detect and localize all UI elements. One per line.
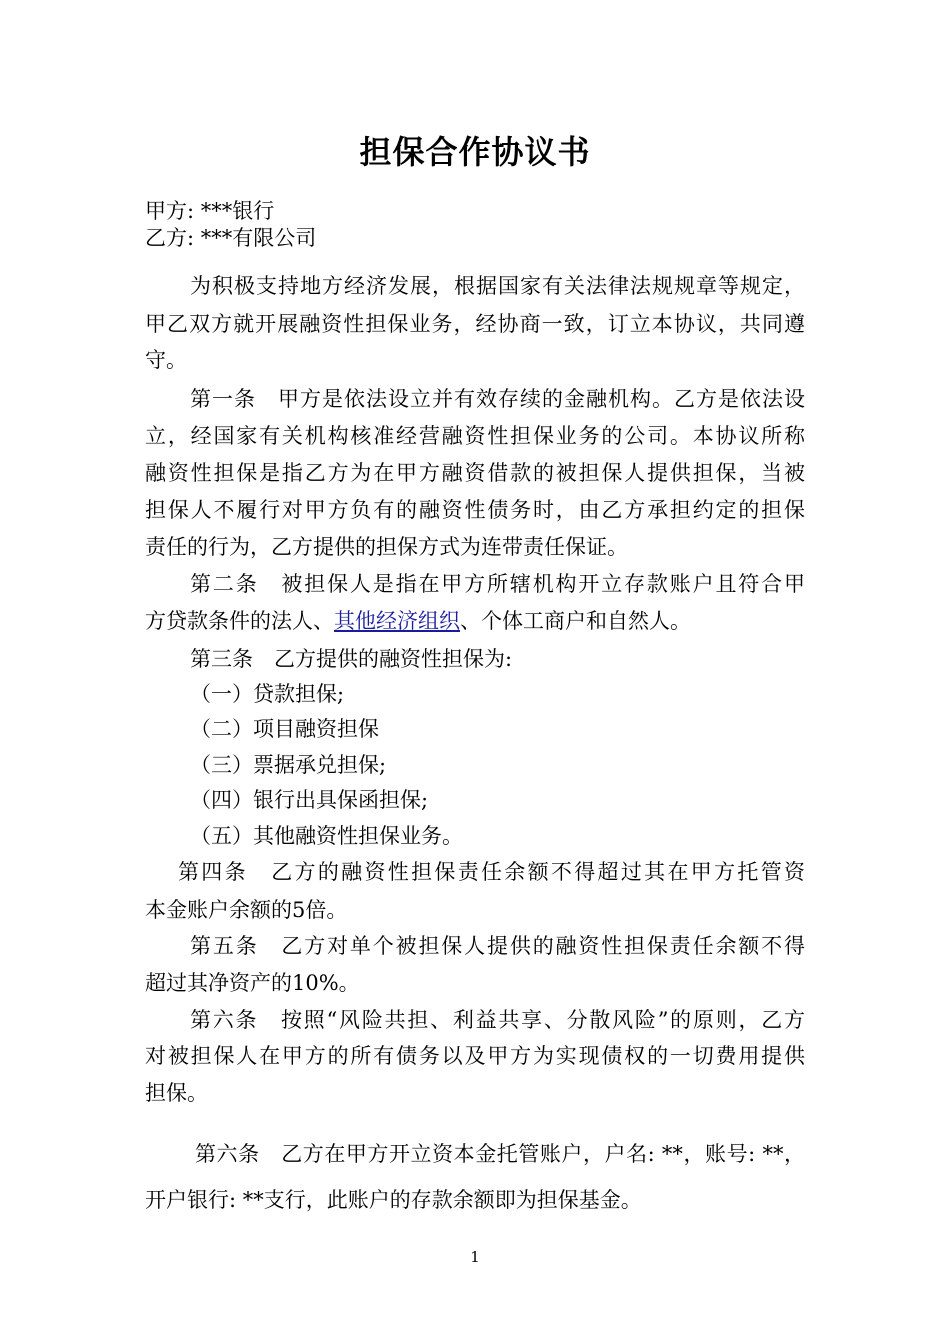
article-2-line	[145, 607, 691, 635]
article-6-line: 对被担保人在甲方的所有债务以及甲方为实现债权的一切费用提供	[145, 1044, 805, 1068]
article-3-item: （一）贷款担保;	[190, 682, 345, 706]
article-6b-line: 第六条 乙方在甲方开立资本金托管账户，户名: **，账号: **，	[195, 1142, 805, 1166]
article-3-item: （二）项目融资担保	[190, 717, 379, 741]
article-1-line: 责任的行为，乙方提供的担保方式为连带责任保证。	[145, 535, 628, 559]
article-3-item: （四）银行出具保函担保;	[190, 788, 429, 812]
article-6-line: 担保。	[145, 1081, 208, 1105]
article-3-item: （五）其他融资性担保业务。	[190, 824, 463, 848]
article-6b-line: 开户银行: **支行，此账户的存款余额即为担保基金。	[145, 1188, 642, 1212]
article-2-text: 、个体工商户和自然人。	[460, 609, 691, 633]
article-1-line: 第一条 甲方是依法设立并有效存续的金融机构。乙方是依法设	[190, 387, 805, 411]
article-4-line: 第四条 乙方的融资性担保责任余额不得超过其在甲方托管资	[178, 860, 805, 884]
article-5-line: 超过其净资产的10%。	[145, 971, 360, 995]
article-1-line: 融资性担保是指乙方为在甲方融资借款的被担保人提供担保，当被	[145, 461, 805, 485]
article-6-line: 第六条 按照“风险共担、利益共享、分散风险”的原则，乙方	[190, 1008, 805, 1032]
preamble-line: 守。	[145, 348, 187, 372]
page-number: 1	[470, 1248, 480, 1266]
preamble-line: 为积极支持地方经济发展，根据国家有关法律法规规章等规定，	[190, 274, 805, 298]
other-economic-organizations-link[interactable]: 其他经济组织	[334, 609, 460, 633]
article-3-intro: 第三条 乙方提供的融资性担保为:	[190, 647, 513, 671]
article-2-text: 方贷款条件的法人、	[145, 609, 334, 633]
preamble-line: 甲乙双方就开展融资性担保业务，经协商一致，订立本协议，共同遵	[145, 312, 805, 336]
article-5-line: 第五条 乙方对单个被担保人提供的融资性担保责任余额不得	[190, 934, 805, 958]
article-1-line: 担保人不履行对甲方负有的融资性债务时，由乙方承担约定的担保	[145, 498, 805, 522]
article-3-item: （三）票据承兑担保;	[190, 753, 387, 777]
article-4-line: 本金账户余额的5倍。	[145, 898, 348, 922]
document-title: 担保合作协议书	[359, 133, 591, 171]
article-1-line: 立，经国家有关机构核准经营融资性担保业务的公司。本协议所称	[145, 424, 805, 448]
party-b: 乙方: ***有限公司	[145, 226, 317, 250]
article-2-line: 第二条 被担保人是指在甲方所辖机构开立存款账户且符合甲	[190, 572, 805, 596]
party-a: 甲方: ***银行	[145, 199, 275, 223]
